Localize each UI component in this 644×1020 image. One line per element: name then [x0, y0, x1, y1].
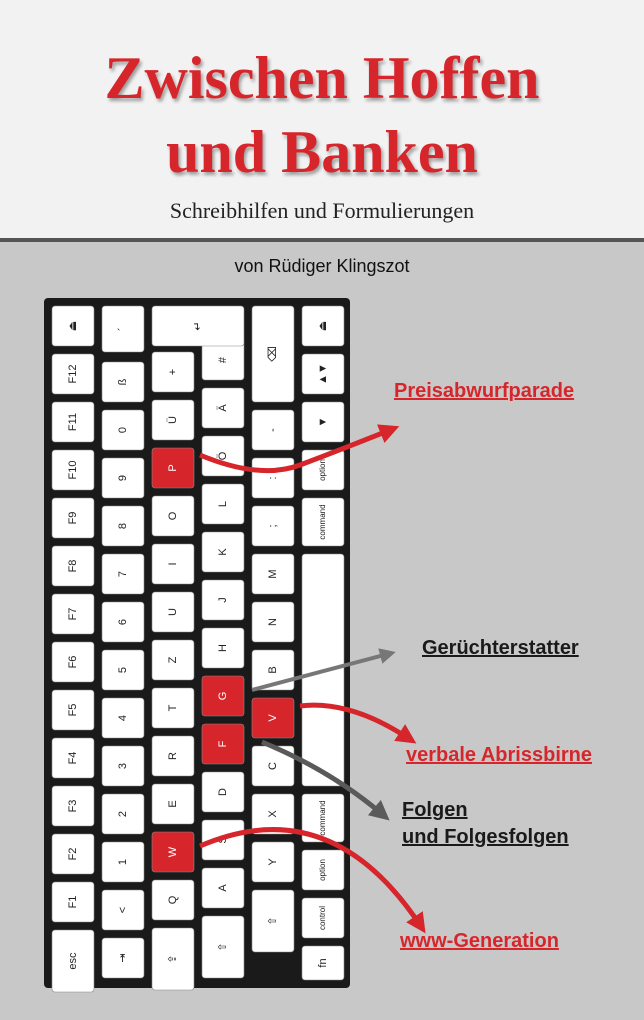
key-row4-11: [202, 868, 244, 908]
key-backspace: [252, 306, 294, 402]
key-label: F1: [66, 895, 79, 909]
key-label: F: [216, 740, 229, 748]
label-www: www-Generation: [400, 930, 559, 952]
key-label: esc: [66, 952, 79, 970]
key-label: ⇧: [216, 942, 229, 952]
key-row5-0: [252, 410, 294, 450]
key-row5-1: [252, 458, 294, 498]
key-fn: [302, 946, 344, 980]
key-label: ▲▼: [316, 363, 329, 385]
key-label: F12: [66, 364, 79, 384]
key-fn-0: [52, 306, 94, 346]
label-folgen-line2: und Folgesfolgen: [402, 826, 569, 848]
key-label: F11: [66, 412, 79, 432]
key-label: R: [166, 752, 179, 760]
key-label: 6: [116, 618, 129, 626]
key-label: 0: [116, 426, 129, 434]
key-label: ⇪: [166, 954, 179, 964]
key-num-4: [102, 506, 144, 546]
key-row3-6: [152, 640, 194, 680]
key-row3-2: [152, 448, 194, 488]
key-label: N: [266, 618, 279, 626]
key-row4-5: [202, 580, 244, 620]
key-label: ⏏: [66, 320, 79, 332]
label-geruechterstatter: Gerüchterstatter: [422, 637, 579, 659]
key-label: ⇧: [266, 916, 279, 926]
key-label: B: [266, 666, 279, 674]
key-label: F9: [66, 511, 79, 525]
key-label: <: [116, 906, 129, 914]
key-row3-7: [152, 688, 194, 728]
key-label: A: [216, 884, 229, 892]
key-fn-1: [52, 354, 94, 394]
key-label: V: [266, 714, 279, 722]
key-label: Q: [166, 895, 179, 905]
key-label: F8: [66, 559, 79, 573]
key-label: D: [216, 788, 229, 796]
key-label: M: [266, 569, 279, 579]
key-label: ⇥: [116, 953, 129, 963]
key-fn-6: [52, 594, 94, 634]
key-label: E: [166, 800, 179, 808]
key-label: option: [318, 459, 328, 481]
key-label: #: [216, 356, 229, 364]
key-num-8: [102, 698, 144, 738]
key-label: 8: [116, 522, 129, 530]
key-num-13: [102, 938, 144, 978]
key-label: F2: [66, 847, 79, 861]
key-label: F6: [66, 655, 79, 669]
key-control: [302, 898, 344, 938]
key-label: control: [318, 905, 328, 931]
key-label: W: [166, 846, 179, 858]
key-label: C: [266, 762, 279, 770]
key-label: 2: [116, 810, 129, 818]
key-num-10: [102, 794, 144, 834]
key-label: F5: [66, 703, 79, 717]
key-fn-12: [52, 882, 94, 922]
key-label: option: [318, 859, 328, 881]
key-row3-0: [152, 352, 194, 392]
key-row3-12: [152, 928, 194, 990]
key-row5-6: [252, 698, 294, 738]
key-label: Ü: [166, 416, 179, 424]
key-row3-9: [152, 784, 194, 824]
key-fn-7: [52, 642, 94, 682]
key-fn-13: [52, 930, 94, 992]
key-num-0: [102, 306, 144, 352]
key-label: command: [318, 800, 328, 836]
key-row5-10: [252, 890, 294, 952]
key-label: ´: [116, 327, 129, 331]
key-row3-4: [152, 544, 194, 584]
key-label: ß: [116, 378, 129, 386]
key-num-5: [102, 554, 144, 594]
key-label: Ä: [216, 404, 229, 412]
key-label: P: [166, 464, 179, 472]
key-return: [152, 306, 244, 346]
key-label: 4: [116, 714, 129, 722]
key-label: +: [166, 368, 179, 376]
key-option-bottom: [302, 850, 344, 890]
key-label: Z: [166, 656, 179, 664]
key-row4-7: [202, 676, 244, 716]
key-num-2: [102, 410, 144, 450]
subtitle: Schreibhilfen und Formulierungen: [169, 198, 475, 223]
key-num-11: [102, 842, 144, 882]
key-num-1: [102, 362, 144, 402]
key-row4-9: [202, 772, 244, 812]
key-row5-9: [252, 842, 294, 882]
key-label: -: [266, 428, 279, 432]
key-num-9: [102, 746, 144, 786]
key-fn-3: [52, 450, 94, 490]
key-fn-4: [52, 498, 94, 538]
key-label: O: [166, 511, 179, 521]
title-line2: und Banken: [166, 119, 478, 185]
key-fn-9: [52, 738, 94, 778]
key-fn-10: [52, 786, 94, 826]
label-folgen-line1: Folgen: [402, 799, 468, 821]
key-row5-4: [252, 602, 294, 642]
key-label: ⌫: [266, 346, 279, 362]
key-row4-1: [202, 388, 244, 428]
key-label: 7: [116, 570, 129, 578]
key-arrow-down: [302, 402, 344, 442]
key-label: ;: [266, 524, 279, 528]
key-label: X: [266, 810, 279, 818]
label-abrissbirne: verbale Abrissbirne: [406, 744, 593, 766]
key-row3-8: [152, 736, 194, 776]
key-row4-8: [202, 724, 244, 764]
key-label: Y: [266, 858, 279, 866]
key-fn-5: [52, 546, 94, 586]
key-label: 3: [116, 762, 129, 770]
key-label: T: [166, 704, 179, 712]
key-label: F3: [66, 799, 79, 813]
key-label: H: [216, 644, 229, 652]
label-preisabwurfparade: Preisabwurfparade: [394, 380, 575, 402]
key-label: I: [166, 562, 179, 566]
key-label: command: [318, 504, 328, 540]
key-row5-3: [252, 554, 294, 594]
key-row4-6: [202, 628, 244, 668]
key-fn-8: [52, 690, 94, 730]
key-row3-1: [152, 400, 194, 440]
key-row3-11: [152, 880, 194, 920]
key-row3-5: [152, 592, 194, 632]
key-label: F4: [66, 751, 79, 765]
key-row4-4: [202, 532, 244, 572]
key-fn-2: [52, 402, 94, 442]
key-label: fn: [316, 958, 329, 968]
key-label: 1: [116, 858, 129, 866]
key-fn-11: [52, 834, 94, 874]
key-row3-10: [152, 832, 194, 872]
key-row4-3: [202, 484, 244, 524]
key-label: F7: [66, 607, 79, 621]
key-label: S: [216, 836, 229, 844]
key-label: ↵: [191, 321, 204, 331]
title-line1: Zwischen Hoffen: [104, 45, 540, 111]
key-row5-2: [252, 506, 294, 546]
key-label: Ö: [216, 451, 229, 461]
key-arrows-top: [302, 354, 344, 394]
key-num-6: [102, 602, 144, 642]
key-num-12: [102, 890, 144, 930]
key-label: G: [216, 691, 229, 701]
key-label: K: [216, 548, 229, 556]
key-num-7: [102, 650, 144, 690]
key-label: :: [266, 476, 279, 480]
key-label: 9: [116, 474, 129, 482]
key-command-top: [302, 498, 344, 546]
key-label: L: [216, 500, 229, 508]
key-row3-3: [152, 496, 194, 536]
key-eject: [302, 306, 344, 346]
key-label: J: [216, 597, 229, 603]
key-label: 5: [116, 666, 129, 674]
author: von Rüdiger Klingszot: [234, 256, 410, 276]
key-label: ▼: [316, 416, 329, 428]
key-row4-12: [202, 916, 244, 978]
key-label: ⏏: [316, 320, 329, 332]
key-num-3: [102, 458, 144, 498]
key-label: U: [166, 608, 179, 616]
key-label: F10: [66, 460, 79, 480]
